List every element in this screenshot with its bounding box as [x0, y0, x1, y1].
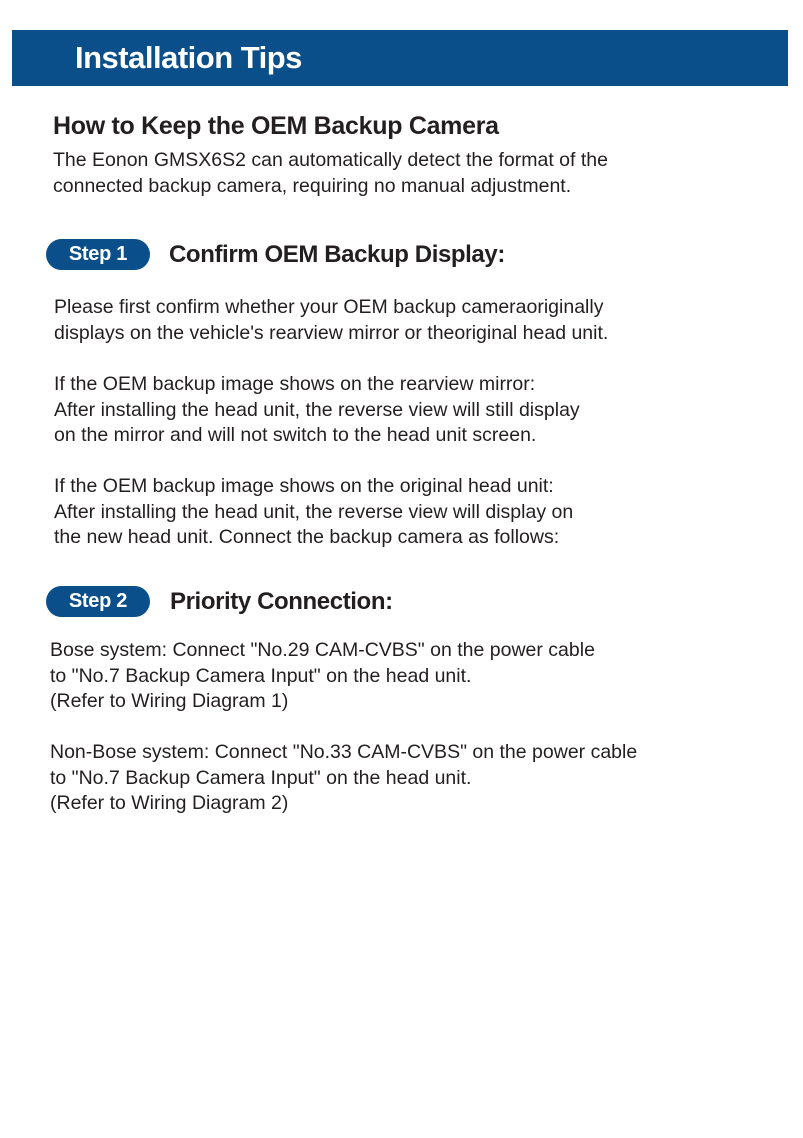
text-line: connected backup camera, requiring no manual adjustment. [53, 174, 572, 197]
text-line: After installing the head unit, the reverse view will still display [54, 398, 580, 421]
text-line: to "No.7 Backup Camera Input" on the head unit. [50, 766, 472, 789]
text-line: Bose system: Connect "No.29 CAM-CVBS" on the power cable [50, 639, 595, 661]
text-line: Please first confirm whether your OEM backup cameraoriginally [54, 296, 604, 318]
text-line: displays on the vehicle's rearview mirror or theoriginal head unit. [54, 321, 609, 344]
text-line: If the OEM backup image shows on the original head unit: [54, 475, 554, 497]
text-line: the new head unit. Connect the backup camera as follows: [54, 526, 560, 548]
step-2-paragraph-bose [50, 638, 595, 715]
step-1-title: Confirm OEM Backup Display: [169, 241, 505, 268]
text-line: (Refer to Wiring Diagram 2) [50, 792, 289, 814]
step-1-paragraph-mirror [54, 372, 580, 449]
text-line: After installing the head unit, the reverse view will display on [54, 500, 574, 523]
step-2-paragraph-non-bose [50, 740, 637, 817]
step-1-badge: Step 1 [46, 239, 150, 270]
header-banner [12, 30, 788, 86]
text-line: (Refer to Wiring Diagram 1) [50, 690, 289, 712]
intro-paragraph [53, 148, 608, 199]
step-2-badge: Step 2 [46, 586, 150, 617]
page-title: Installation Tips [75, 40, 302, 75]
text-line: If the OEM backup image shows on the rearview mirror: [54, 373, 536, 395]
step-1-paragraph-confirm [54, 295, 608, 346]
section-heading: How to Keep the OEM Backup Camera [53, 112, 499, 140]
text-line: Non-Bose system: Connect "No.33 CAM-CVBS" on the power cable [50, 741, 638, 763]
step-2-title: Priority Connection: [170, 588, 393, 615]
step-1-paragraph-head-unit [54, 474, 573, 551]
text-line: The Eonon GMSX6S2 can automatically detect the format of the [53, 149, 608, 171]
text-line: on the mirror and will not switch to the head unit screen. [54, 424, 537, 446]
text-line: to "No.7 Backup Camera Input" on the head unit. [50, 664, 472, 687]
